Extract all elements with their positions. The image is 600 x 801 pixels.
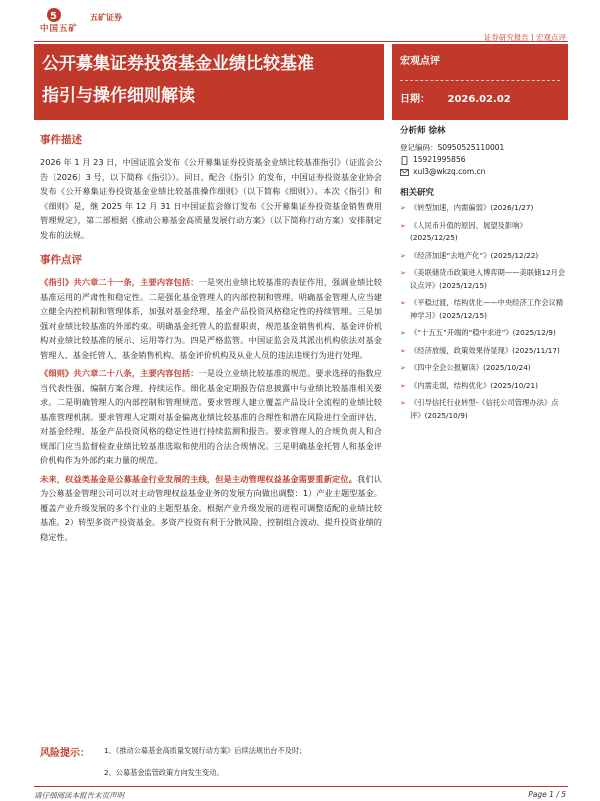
outlook-lead: 未来，权益类基金是公募基金行业发展的主线，但是主动管理权益基金需要重新定位。 <box>40 473 358 484</box>
report-type: 宏观点评 <box>400 56 440 67</box>
date-label: 日期： <box>400 94 430 105</box>
related-item[interactable] <box>400 327 568 340</box>
arrow-icon: ➢ <box>400 251 406 260</box>
related-item[interactable] <box>400 397 568 422</box>
analyst-email-text: xul3@wkzq.com.cn <box>413 167 486 176</box>
outlook-text: 我们认为公募基金管理公司可以对主动管理权益基金业务的发展方向做出调整：1）产业主题型基金。覆盖产业升级发展的多个行业的主题型基金。根据产业升级发展的进程可调整适配的业绩比较基准。2）转型多资产投资基金。多资产投资有利于分散风险、控制组合波动、提升投资业绩的稳定性。 <box>40 473 382 542</box>
arrow-icon: ➢ <box>400 381 406 390</box>
analyst-heading: 分析师 徐林 <box>400 126 446 136</box>
arrow-icon: ➢ <box>400 269 406 277</box>
related-item-text: 《人民币升值的原因、展望及影响》(2025/12/25) <box>410 220 527 242</box>
related-item[interactable] <box>400 345 568 358</box>
sidebar <box>400 124 568 427</box>
phone-icon <box>400 156 409 165</box>
svg-text:5: 5 <box>50 11 57 22</box>
risk-item-1: 1、《推动公募基金高质量发展行动方案》后续法规出台不及时； <box>104 746 307 755</box>
arrow-icon: ➢ <box>400 221 406 230</box>
email-icon <box>400 168 409 177</box>
title-line-1: 公开募集证券投资基金业绩比较基准 <box>42 54 314 74</box>
related-item[interactable] <box>400 202 568 215</box>
rules-lead: 《细则》共六章二十八条，主要内容包括： <box>40 368 199 378</box>
paragraph-guideline <box>40 275 382 362</box>
related-item[interactable] <box>400 297 568 322</box>
related-heading: 相关研究 <box>400 188 435 198</box>
paragraph-outlook <box>40 472 382 545</box>
related-item-text: 《引导信托行业转型-《信托公司管理办法》点评》(2025/10/9) <box>410 398 559 420</box>
paragraph-rules <box>40 366 382 468</box>
analyst-phone <box>400 154 568 166</box>
risk-item-2: 2、公募基金监管政策方向发生变动。 <box>104 768 224 777</box>
rules-text: 一是设立业绩比较基准的规范。要求选择的指数应当代表性强、编制方案合理、持续运作。细化基金定期报告信息披露中与业绩比较基准相关要求。二是明确管理人的内部控制和管理规范。要求管理人建立覆盖产品设计全流程的业绩比较基准管理机制。要求管理人定期对基金偏离业绩比较基准的合理性和潜在风险进行全面评估，对基金经理、基金产品投资风格的稳定性进行持续监测和报告。要求管理人的合规负责人和合规部门应当监督检查业绩比较基准选取和使用的合法合规情况。三是明确基金托管人和基金评价机构作为外部约束力量的规范。 <box>40 368 382 465</box>
related-item-text: 《经济放缓，政策效果待显现》(2025/11/17) <box>410 345 560 355</box>
title-banner <box>34 44 384 120</box>
analyst-phone-text: 15921995856 <box>413 155 466 164</box>
arrow-icon: ➢ <box>400 329 406 337</box>
guideline-text: 一是突出业绩比较基准的表征作用，强调业绩比较基准运用的严肃性和稳定性。二是强化基金管理人的内部控制和管理。明确基金管理人应当建立健全内控机制和管理体系，加强对基金经理、基金产品投资风格稳定性的持续管理。三是加强对业绩比较基准的外部约束。明确基金托管人的监督职责，规范基金销售机构、基金评价机构对业绩比较基准的展示、运用等行为。四是严格监管。中国证监会及其派出机构依法对基金管理人、基金托管人、基金销售机构、基金评价机构及从业人员的违法违规行为进行处理。 <box>40 277 382 360</box>
related-item[interactable] <box>400 220 568 245</box>
related-list <box>400 202 568 422</box>
related-item-text: 《经济加速“去地产化”》(2025/12/22) <box>410 250 539 260</box>
section-heading-comment: 事件点评 <box>40 254 82 266</box>
related-item-text: 《四中全会公报解读》(2025/10/24) <box>410 363 531 372</box>
logo-text: 中国五矿 <box>40 24 79 34</box>
title-line-2: 指引与操作细则解读 <box>42 86 195 106</box>
arrow-icon: ➢ <box>400 346 406 355</box>
analyst-reg <box>400 142 568 154</box>
header-divider <box>34 41 568 42</box>
related-item-text: 《“十五五”开端的“稳中求进”》(2025/12/9) <box>410 328 556 337</box>
related-item-text: 《转型加速，内需偏弱》(2026/1/27) <box>410 203 534 212</box>
analyst-reg-text: 登记编码：S0950525110001 <box>400 143 505 152</box>
section-heading-event: 事件描述 <box>40 134 82 146</box>
date-value: 2026.02.02 <box>447 94 511 105</box>
related-item[interactable] <box>400 380 568 393</box>
footer-disclaimer: 请仔细阅读本报告末页声明 <box>34 791 124 800</box>
page-number: Page 1 / 5 <box>528 790 566 799</box>
related-item-text: 《内需走弱，结构优化》(2025/10/21) <box>410 380 539 390</box>
footer-divider <box>34 786 568 787</box>
related-item[interactable] <box>400 250 568 263</box>
analyst-email[interactable] <box>400 166 568 178</box>
guideline-lead: 《指引》共六章二十一条，主要内容包括： <box>40 277 199 287</box>
side-divider <box>400 80 560 81</box>
brand-name: 五矿证券 <box>90 13 122 22</box>
main-content <box>40 122 382 548</box>
risk-heading: 风险提示： <box>40 748 90 759</box>
related-item-text: 《美联储货币政策进入博弈期——美联储12月会议点评》(2025/12/15) <box>410 268 566 290</box>
arrow-icon: ➢ <box>400 364 406 372</box>
arrow-icon: ➢ <box>400 204 406 212</box>
arrow-icon: ➢ <box>400 399 406 407</box>
related-item[interactable] <box>400 362 568 375</box>
report-date <box>400 90 511 105</box>
paragraph-event: 2026 年 1 月 23 日，中国证监会发布《公开募集证券投资基金业绩比较基准指引》（证监会公告〔2026〕3 号，以下简称《指引》）。同日，配合《指引》的发布，中国证券投资基金业协会发布《公开募集证券投资基金业绩比较基准操作细则》（以下简称《细则》）。本次《指引》和《细则》是，继 2025 年 12 月 31 日中国证监会修订发布《公开募集证券投资基金销售费用管理规定》，第二部根据《推动公募基金高质量发展行动方案》（以下简称行动方案）安排制定发布的法规。 <box>40 157 382 240</box>
report-category: 证券研究报告 | 宏观点评 <box>483 33 566 42</box>
arrow-icon: ➢ <box>400 299 406 307</box>
related-item-text: 《平稳过渡，结构优化——中央经济工作会议精神学习》(2025/12/15) <box>410 298 564 320</box>
related-item[interactable] <box>400 267 568 292</box>
side-banner <box>392 44 568 120</box>
